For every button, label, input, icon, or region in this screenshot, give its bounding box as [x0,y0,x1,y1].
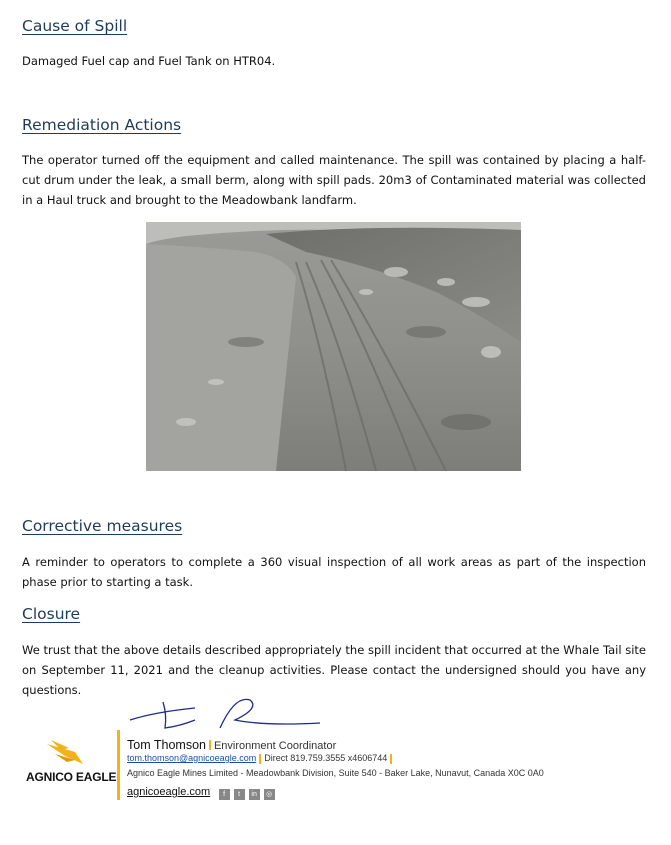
signature-contact-line [127,753,395,764]
facebook-icon[interactable]: f [219,789,230,800]
logo-text: AGNICO EAGLE [26,770,117,784]
twitter-icon[interactable]: t [234,789,245,800]
signature-name-line [127,736,336,754]
signature-name: Tom Thomson [127,738,206,752]
remediation-heading: Remediation Actions [22,116,182,134]
signature-title: Environment Coordinator [213,740,337,752]
agnico-eagle-logo-icon [45,738,87,768]
signature-website-line [127,782,275,800]
instagram-icon[interactable]: ◎ [264,789,275,800]
separator [259,754,261,764]
website-link[interactable]: agnicoeagle.com [127,786,211,798]
closure-heading: Closure [22,605,81,623]
separator [390,754,392,764]
spill-site-photo [146,222,521,471]
closure-text: We trust that the above details described appropriately the spill incident that occurred at the Whale Tail site on September 11, 2021 and the cleanup activities. Please contact the undersigned should you have any questions. [22,643,646,697]
corrective-heading: Corrective measures [22,517,183,535]
email-link[interactable]: tom.thomson@agnicoeagle.com [127,753,257,763]
cause-text: Damaged Fuel cap and Fuel Tank on HTR04. [22,54,276,68]
linkedin-icon[interactable]: in [249,789,260,800]
corrective-text: A reminder to operators to complete a 360 visual inspection of all work areas as part of the inspection phase prior to starting a task. [22,555,646,589]
cause-heading: Cause of Spill [22,17,128,35]
handwritten-signature [125,690,325,735]
signature-divider [117,730,120,800]
remediation-text: The operator turned off the equipment and called maintenance. The spill was contained by placing a half-cut drum under the leak, a small berm, along with spill pads. 20m3 of Contaminated material was collected in a Haul truck and brought to the Meadowbank landfarm. [22,153,646,207]
phone-number: Direct 819.759.3555 x4606744 [264,753,388,763]
separator [209,740,211,750]
signature-address: Agnico Eagle Mines Limited - Meadowbank Division, Suite 540 - Baker Lake, Nunavut, Canada X0C 0A0 [127,768,544,778]
